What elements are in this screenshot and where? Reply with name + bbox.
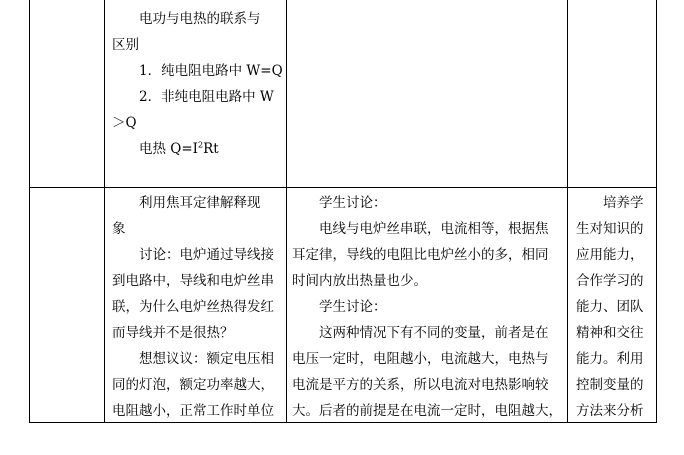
text-line: 联，为什么电炉丝热得发红 [112,299,274,315]
formula-prefix: 电热 Q=I [139,141,199,157]
text-line: 电压一定时，电阻越小，电流越大，电热与 [292,351,549,367]
row2-teacher-cell [112,190,284,424]
formula-suffix: Rt [203,141,219,157]
text-line: 控制变量的 [576,377,644,393]
text-line: 能力。利用 [576,351,644,367]
list-item-2-line2: ＞Q [112,115,137,131]
table-divider-col3 [567,0,568,423]
text-line: 讨论：电炉通过导线接 [139,247,274,263]
text-line: 耳定律，导线的电阻比电炉丝小的多，相同 [292,247,549,263]
text-line: 学生讨论： [319,299,387,315]
text-line: 同的灯泡，额定功率越大， [112,377,274,393]
text-line: 生对知识的 [576,221,644,237]
formula-line [112,136,284,162]
text-line: 到电路中，导线和电炉丝串 [112,273,274,289]
table-row-divider [29,187,657,188]
section-title-line2: 区别 [112,37,139,53]
table-divider-col2 [286,0,287,423]
row2-purpose-cell [576,190,656,424]
list-item-2-line1: 2．非纯电阻电路中 W [139,89,274,105]
text-line: 电线与电炉丝串联，电流相等，根据焦 [319,221,549,237]
text-line: 电阻越小，正常工作时单位 [112,403,274,419]
text-line: 应用能力， [576,247,644,263]
text-line: 象 [112,221,126,237]
text-line: 时间内放出热量也少。 [292,273,427,289]
text-line: 培养学 [603,195,644,211]
text-line: 合作学习的 [576,273,644,289]
text-line: 大。后者的前提是在电流一定时，电阻越大， [292,403,562,419]
text-line: 精神和交往 [576,325,644,341]
table-divider-col1 [104,0,105,423]
section-title-line1: 电功与电热的联系与 [139,11,261,27]
text-line: 这两种情况下有不同的变量，前者是在 [319,325,549,341]
text-line: 想想议议：额定电压相 [139,351,274,367]
text-line: 电流是平方的关系，所以电流对电热影响较 [292,377,549,393]
text-line: 学生讨论： [319,195,387,211]
text-line: 而导线并不是很热？ [112,325,234,341]
text-line: 能力、团队 [576,299,644,315]
row2-student-cell [292,190,566,424]
text-line: 方法来分析 [576,403,644,419]
text-line: 利用焦耳定律解释现 [139,195,261,211]
table-border-left [29,0,30,423]
row1-content-cell [112,6,284,162]
table-border-right [656,0,657,423]
list-item-1: 1．纯电阻电路中 W=Q [139,63,283,79]
formula-exponent: 2 [198,140,204,150]
